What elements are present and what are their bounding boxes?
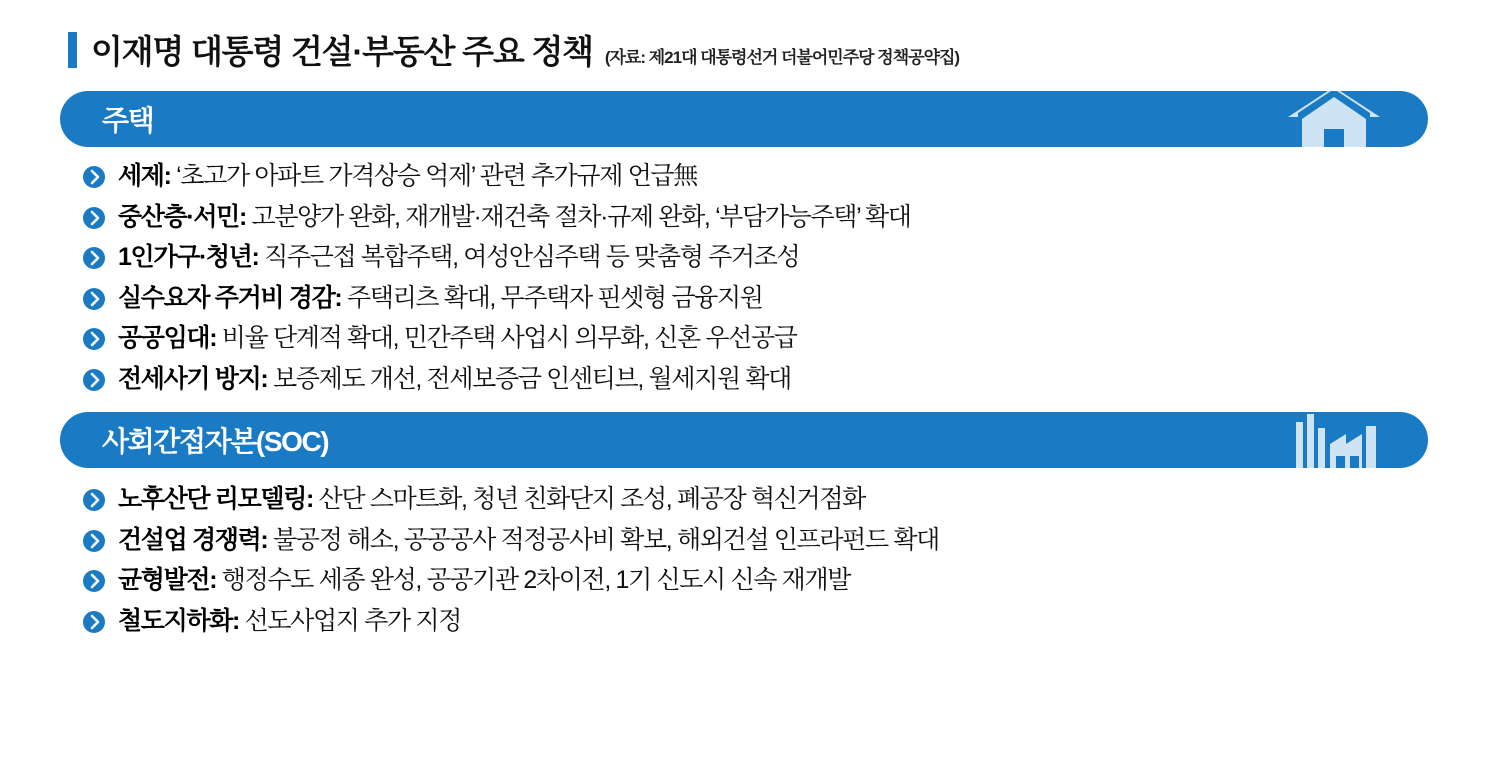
list-item-lead: 건설업 경쟁력: <box>118 525 268 554</box>
chevron-right-icon <box>82 327 106 351</box>
policy-list-soc <box>60 468 1428 636</box>
list-item-rest: 주택리츠 확대, 무주택자 핀셋형 금융지원 <box>341 283 763 312</box>
list-item-lead: 세제: <box>118 162 171 190</box>
list-item-lead: 공공임대: <box>118 324 217 352</box>
chevron-right-icon <box>82 488 106 512</box>
list-item <box>82 565 1428 596</box>
list-item <box>82 525 1428 556</box>
section-title-soc: 사회간접자본(SOC) <box>102 426 329 457</box>
factory-icon <box>1286 412 1382 468</box>
list-item-lead: 균형발전: <box>118 566 217 594</box>
list-item-text <box>118 364 791 395</box>
list-item-text <box>118 323 797 354</box>
list-item <box>82 606 1428 637</box>
list-item-lead: 노후산단 리모델링: <box>118 485 313 513</box>
list-item-text <box>118 242 799 273</box>
list-item-text <box>118 606 461 637</box>
list-item-rest: 직주근접 복합주택, 여성안심주택 등 맞춤형 주거조성 <box>258 243 800 271</box>
chevron-right-icon <box>82 569 106 593</box>
chevron-right-icon <box>82 610 106 634</box>
chevron-right-icon <box>82 206 106 230</box>
list-item-text <box>118 525 939 556</box>
list-item-rest: 행정수도 세종 완성, 공공기관 2차이전, 1기 신도시 신속 재개발 <box>216 566 851 594</box>
list-item <box>82 202 1428 233</box>
source-note: (자료: 제21대 대통령선거 더불어민주당 정책공약집) <box>604 48 960 67</box>
list-item-text <box>118 283 763 314</box>
list-item <box>82 364 1428 395</box>
list-item-rest: 보증제도 개선, 전세보증금 인센티브, 월세지원 확대 <box>267 364 791 393</box>
list-item <box>82 283 1428 314</box>
section-title-housing: 주택 <box>102 105 154 136</box>
list-item-lead: 전세사기 방지: <box>118 364 268 393</box>
page-title-row <box>60 0 1428 73</box>
chevron-right-icon <box>82 246 106 270</box>
list-item-text <box>118 202 911 233</box>
section-header-housing <box>60 91 1428 147</box>
list-item-rest: 선도사업지 추가 지정 <box>238 606 461 635</box>
list-item-lead: 철도지하화: <box>118 606 239 635</box>
title-accent-bar <box>68 32 77 68</box>
list-item-rest: 불공정 해소, 공공공사 적정공사비 확보, 해외건설 인프라펀드 확대 <box>267 525 939 554</box>
list-item-rest: 고분양가 완화, 재개발·재건축 절차·규제 완화, ‘부담가능주택’ 확대 <box>245 202 911 231</box>
house-icon <box>1286 91 1382 147</box>
list-item <box>82 323 1428 354</box>
list-item-text <box>118 565 850 596</box>
policy-list-housing <box>60 147 1428 394</box>
section-header-soc <box>60 412 1428 468</box>
section-housing <box>60 91 1428 394</box>
list-item-lead: 1인가구·청년: <box>118 243 259 271</box>
list-item <box>82 242 1428 273</box>
list-item-rest: 비율 단계적 확대, 민간주택 사업시 의무화, 신혼 우선공급 <box>216 324 797 352</box>
section-soc <box>60 412 1428 636</box>
list-item <box>82 484 1428 515</box>
chevron-right-icon <box>82 287 106 311</box>
list-item-lead: 중산층·서민: <box>118 202 246 231</box>
list-item-text <box>118 484 865 515</box>
chevron-right-icon <box>82 368 106 392</box>
list-item-rest: 산단 스마트화, 청년 친화단지 조성, 폐공장 혁신거점화 <box>312 485 865 513</box>
list-item-text <box>118 161 697 192</box>
list-item-rest: ‘초고가 아파트 가격상승 억제’ 관련 추가규제 언급無 <box>170 162 697 190</box>
list-item-lead: 실수요자 주거비 경감: <box>118 283 342 312</box>
chevron-right-icon <box>82 165 106 189</box>
page-title: 이재명 대통령 건설·부동산 주요 정책 <box>91 33 593 70</box>
chevron-right-icon <box>82 529 106 553</box>
list-item <box>82 161 1428 192</box>
